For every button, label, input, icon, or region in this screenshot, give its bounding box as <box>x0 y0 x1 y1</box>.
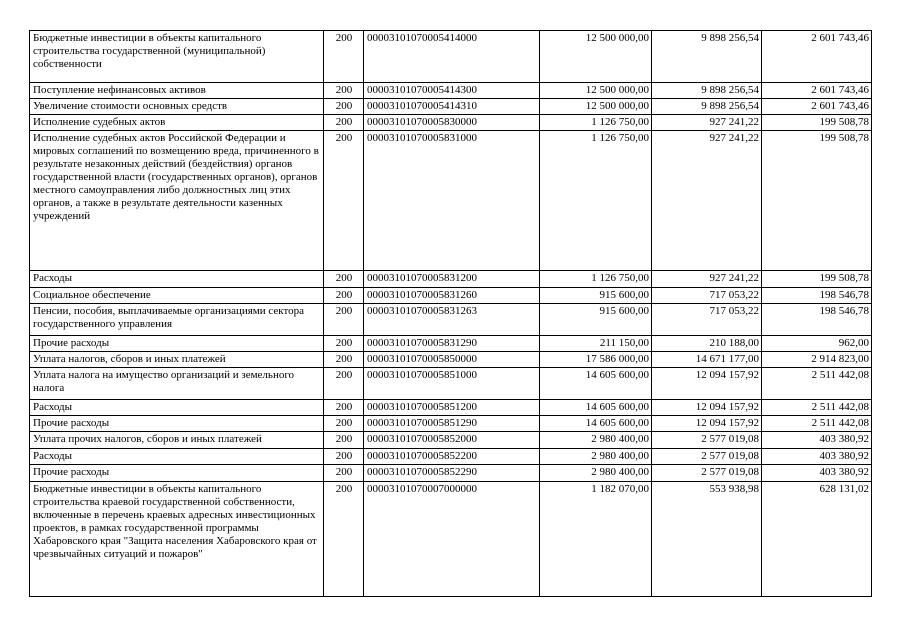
row-approved-cell: 12 500 000,00 <box>540 99 652 115</box>
table-row <box>30 336 872 352</box>
row-code-cell: 200 <box>324 115 364 131</box>
row-kbk-cell: 00003101070005852200 <box>364 449 540 465</box>
row-name-cell: Исполнение судебных актов Российской Федерации и мировых соглашений по возмещению вреда, причиненного в результате незаконных действий (бездействия) органов государственной власти (государственных органов), органов местного самоуправления либо должностных лиц этих органов, а также в результате деятельности казенных учреждений <box>30 131 324 271</box>
row-remaining-cell: 198 546,78 <box>762 288 872 304</box>
row-approved-cell: 14 605 600,00 <box>540 416 652 432</box>
row-remaining-cell: 2 511 442,08 <box>762 416 872 432</box>
row-executed-cell: 14 671 177,00 <box>652 352 762 368</box>
row-approved-cell: 1 126 750,00 <box>540 271 652 288</box>
row-name-cell: Поступление нефинансовых активов <box>30 83 324 99</box>
row-remaining-cell: 403 380,92 <box>762 449 872 465</box>
row-approved-cell: 1 182 070,00 <box>540 482 652 597</box>
row-name-cell: Расходы <box>30 271 324 288</box>
row-name-cell: Прочие расходы <box>30 416 324 432</box>
row-kbk-cell: 00003101070005830000 <box>364 115 540 131</box>
row-kbk-cell: 00003101070005851290 <box>364 416 540 432</box>
row-code-cell: 200 <box>324 131 364 271</box>
row-kbk-cell: 00003101070005852290 <box>364 465 540 482</box>
row-approved-cell: 12 500 000,00 <box>540 83 652 99</box>
row-kbk-cell: 00003101070007000000 <box>364 482 540 597</box>
row-executed-cell: 9 898 256,54 <box>652 31 762 83</box>
row-kbk-cell: 00003101070005414300 <box>364 83 540 99</box>
row-approved-cell: 915 600,00 <box>540 288 652 304</box>
table-row <box>30 99 872 115</box>
row-kbk-cell: 00003101070005851200 <box>364 400 540 416</box>
row-kbk-cell: 00003101070005851000 <box>364 368 540 400</box>
row-code-cell: 200 <box>324 83 364 99</box>
row-code-cell: 200 <box>324 482 364 597</box>
row-code-cell: 200 <box>324 432 364 449</box>
row-name-cell: Прочие расходы <box>30 336 324 352</box>
row-executed-cell: 9 898 256,54 <box>652 83 762 99</box>
row-executed-cell: 717 053,22 <box>652 288 762 304</box>
row-executed-cell: 553 938,98 <box>652 482 762 597</box>
row-executed-cell: 717 053,22 <box>652 304 762 336</box>
row-name-cell: Бюджетные инвестиции в объекты капитального строительства государственной (муниципальной) собственности <box>30 31 324 83</box>
row-name-cell: Уплата налогов, сборов и иных платежей <box>30 352 324 368</box>
table-row <box>30 271 872 288</box>
row-kbk-cell: 00003101070005414000 <box>364 31 540 83</box>
row-name-cell: Исполнение судебных актов <box>30 115 324 131</box>
row-kbk-cell: 00003101070005831000 <box>364 131 540 271</box>
row-remaining-cell: 2 914 823,00 <box>762 352 872 368</box>
row-name-cell: Расходы <box>30 449 324 465</box>
row-code-cell: 200 <box>324 271 364 288</box>
row-remaining-cell: 2 601 743,46 <box>762 31 872 83</box>
table-row <box>30 432 872 449</box>
row-name-cell: Социальное обеспечение <box>30 288 324 304</box>
row-code-cell: 200 <box>324 400 364 416</box>
row-code-cell: 200 <box>324 99 364 115</box>
row-executed-cell: 927 241,22 <box>652 131 762 271</box>
row-approved-cell: 915 600,00 <box>540 304 652 336</box>
row-executed-cell: 2 577 019,08 <box>652 449 762 465</box>
row-code-cell: 200 <box>324 304 364 336</box>
row-name-cell: Прочие расходы <box>30 465 324 482</box>
row-code-cell: 200 <box>324 449 364 465</box>
row-approved-cell: 2 980 400,00 <box>540 449 652 465</box>
table-row <box>30 465 872 482</box>
row-kbk-cell: 00003101070005852000 <box>364 432 540 449</box>
row-name-cell: Бюджетные инвестиции в объекты капитального строительства краевой государственной собственности, включенные в перечень краевых адресных инвестиционных проектов, в рамках государственной программы Хабаровского края "Защита населения Хабаровского края от чрезвычайных ситуаций и пожаров" <box>30 482 324 597</box>
row-executed-cell: 12 094 157,92 <box>652 368 762 400</box>
row-kbk-cell: 00003101070005831200 <box>364 271 540 288</box>
row-remaining-cell: 2 511 442,08 <box>762 368 872 400</box>
row-kbk-cell: 00003101070005831290 <box>364 336 540 352</box>
row-name-cell: Пенсии, пособия, выплачиваемые организациями сектора государственного управления <box>30 304 324 336</box>
table-row <box>30 288 872 304</box>
row-kbk-cell: 00003101070005850000 <box>364 352 540 368</box>
row-remaining-cell: 2 511 442,08 <box>762 400 872 416</box>
row-remaining-cell: 2 601 743,46 <box>762 83 872 99</box>
row-name-cell: Уплата прочих налогов, сборов и иных платежей <box>30 432 324 449</box>
row-kbk-cell: 00003101070005414310 <box>364 99 540 115</box>
row-remaining-cell: 199 508,78 <box>762 271 872 288</box>
row-code-cell: 200 <box>324 336 364 352</box>
row-executed-cell: 12 094 157,92 <box>652 416 762 432</box>
table-row <box>30 304 872 336</box>
row-executed-cell: 927 241,22 <box>652 271 762 288</box>
row-approved-cell: 2 980 400,00 <box>540 432 652 449</box>
row-approved-cell: 17 586 000,00 <box>540 352 652 368</box>
row-code-cell: 200 <box>324 368 364 400</box>
row-remaining-cell: 2 601 743,46 <box>762 99 872 115</box>
table-row <box>30 31 872 83</box>
table-row <box>30 482 872 597</box>
row-code-cell: 200 <box>324 288 364 304</box>
row-code-cell: 200 <box>324 352 364 368</box>
row-approved-cell: 14 605 600,00 <box>540 368 652 400</box>
row-remaining-cell: 403 380,92 <box>762 432 872 449</box>
row-approved-cell: 12 500 000,00 <box>540 31 652 83</box>
row-name-cell: Расходы <box>30 400 324 416</box>
table-row <box>30 449 872 465</box>
row-name-cell: Увеличение стоимости основных средств <box>30 99 324 115</box>
row-kbk-cell: 00003101070005831263 <box>364 304 540 336</box>
row-executed-cell: 927 241,22 <box>652 115 762 131</box>
row-code-cell: 200 <box>324 31 364 83</box>
table-row <box>30 416 872 432</box>
row-remaining-cell: 199 508,78 <box>762 131 872 271</box>
table-row <box>30 115 872 131</box>
table-row <box>30 131 872 271</box>
row-code-cell: 200 <box>324 465 364 482</box>
row-code-cell: 200 <box>324 416 364 432</box>
row-approved-cell: 1 126 750,00 <box>540 131 652 271</box>
row-executed-cell: 9 898 256,54 <box>652 99 762 115</box>
row-remaining-cell: 628 131,02 <box>762 482 872 597</box>
row-approved-cell: 2 980 400,00 <box>540 465 652 482</box>
row-remaining-cell: 962,00 <box>762 336 872 352</box>
row-approved-cell: 1 126 750,00 <box>540 115 652 131</box>
row-approved-cell: 14 605 600,00 <box>540 400 652 416</box>
row-executed-cell: 2 577 019,08 <box>652 432 762 449</box>
row-remaining-cell: 199 508,78 <box>762 115 872 131</box>
table-row <box>30 368 872 400</box>
row-remaining-cell: 403 380,92 <box>762 465 872 482</box>
table-row <box>30 352 872 368</box>
row-remaining-cell: 198 546,78 <box>762 304 872 336</box>
row-executed-cell: 12 094 157,92 <box>652 400 762 416</box>
row-name-cell: Уплата налога на имущество организаций и земельного налога <box>30 368 324 400</box>
table-row <box>30 400 872 416</box>
table-row <box>30 83 872 99</box>
row-executed-cell: 2 577 019,08 <box>652 465 762 482</box>
row-kbk-cell: 00003101070005831260 <box>364 288 540 304</box>
row-approved-cell: 211 150,00 <box>540 336 652 352</box>
row-executed-cell: 210 188,00 <box>652 336 762 352</box>
budget-execution-table <box>29 30 872 597</box>
